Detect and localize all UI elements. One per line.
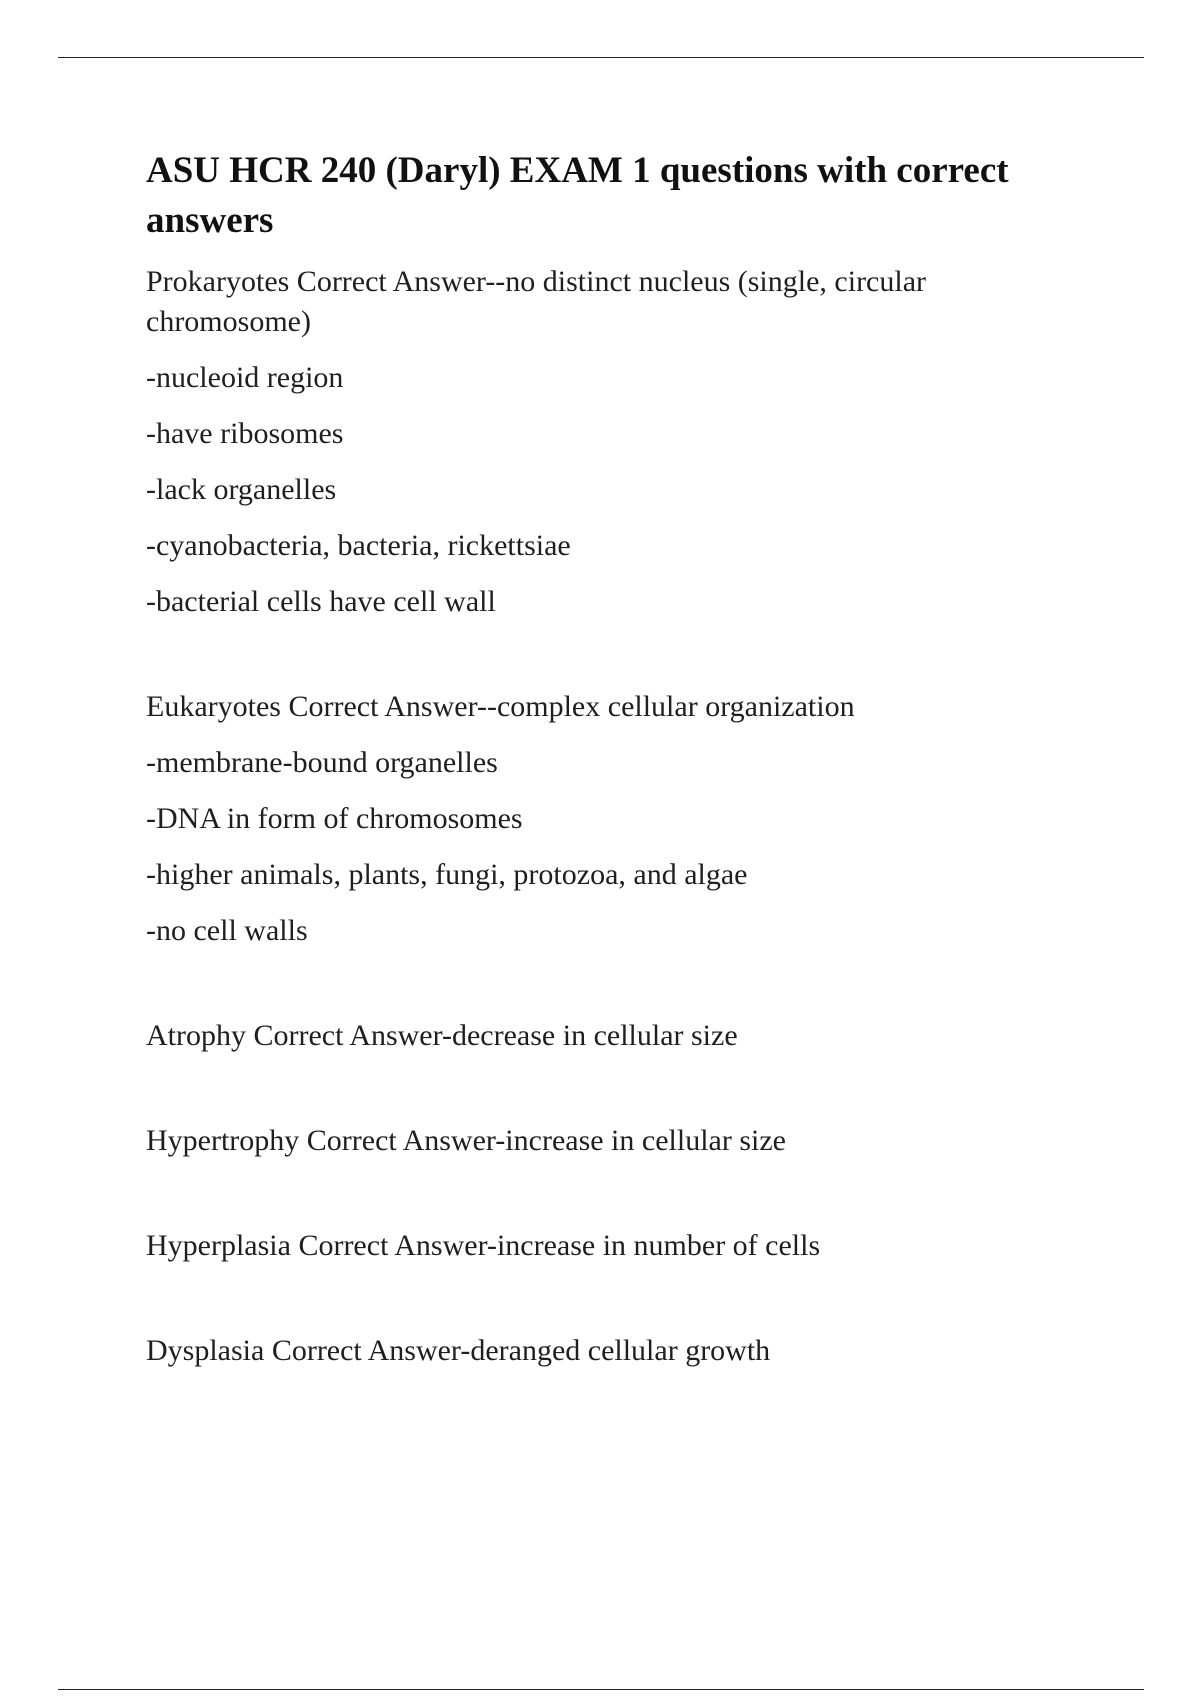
answer-detail-line: -higher animals, plants, fungi, protozoa, and algae <box>146 858 748 891</box>
answer-detail-line: -have ribosomes <box>146 417 344 450</box>
qa-entry-dysplasia <box>146 1331 1106 1371</box>
question-answer-line: Atrophy Correct Answer-decrease in cellular size <box>146 1019 738 1052</box>
answer-detail-line: -membrane-bound organelles <box>146 746 498 779</box>
qa-entry-prokaryotes <box>146 262 1106 622</box>
question-answer-line: Eukaryotes Correct Answer--complex cellular organization <box>146 690 855 723</box>
answer-detail-line: -lack organelles <box>146 473 337 506</box>
question-answer-line: Prokaryotes Correct Answer--no distinct nucleus (single, circular chromosome) <box>146 265 927 338</box>
answer-detail-line: -nucleoid region <box>146 361 344 394</box>
header-rule <box>58 57 1144 58</box>
question-answer-line: Hypertrophy Correct Answer-increase in cellular size <box>146 1124 786 1157</box>
answer-detail-line: -bacterial cells have cell wall <box>146 585 496 618</box>
document-body <box>146 146 1106 1436</box>
document-title: ASU HCR 240 (Daryl) EXAM 1 questions with correct answers <box>146 150 1009 241</box>
qa-entry-hyperplasia <box>146 1226 1106 1266</box>
qa-entry-eukaryotes <box>146 687 1106 951</box>
question-answer-line: Dysplasia Correct Answer-deranged cellular growth <box>146 1334 771 1367</box>
qa-entry-atrophy <box>146 1016 1106 1056</box>
qa-entry-hypertrophy <box>146 1121 1106 1161</box>
answer-detail-line: -no cell walls <box>146 914 308 947</box>
answer-detail-line: -DNA in form of chromosomes <box>146 802 523 835</box>
question-answer-line: Hyperplasia Correct Answer-increase in number of cells <box>146 1229 821 1262</box>
footer-rule <box>58 1689 1144 1690</box>
answer-detail-line: -cyanobacteria, bacteria, rickettsiae <box>146 529 571 562</box>
